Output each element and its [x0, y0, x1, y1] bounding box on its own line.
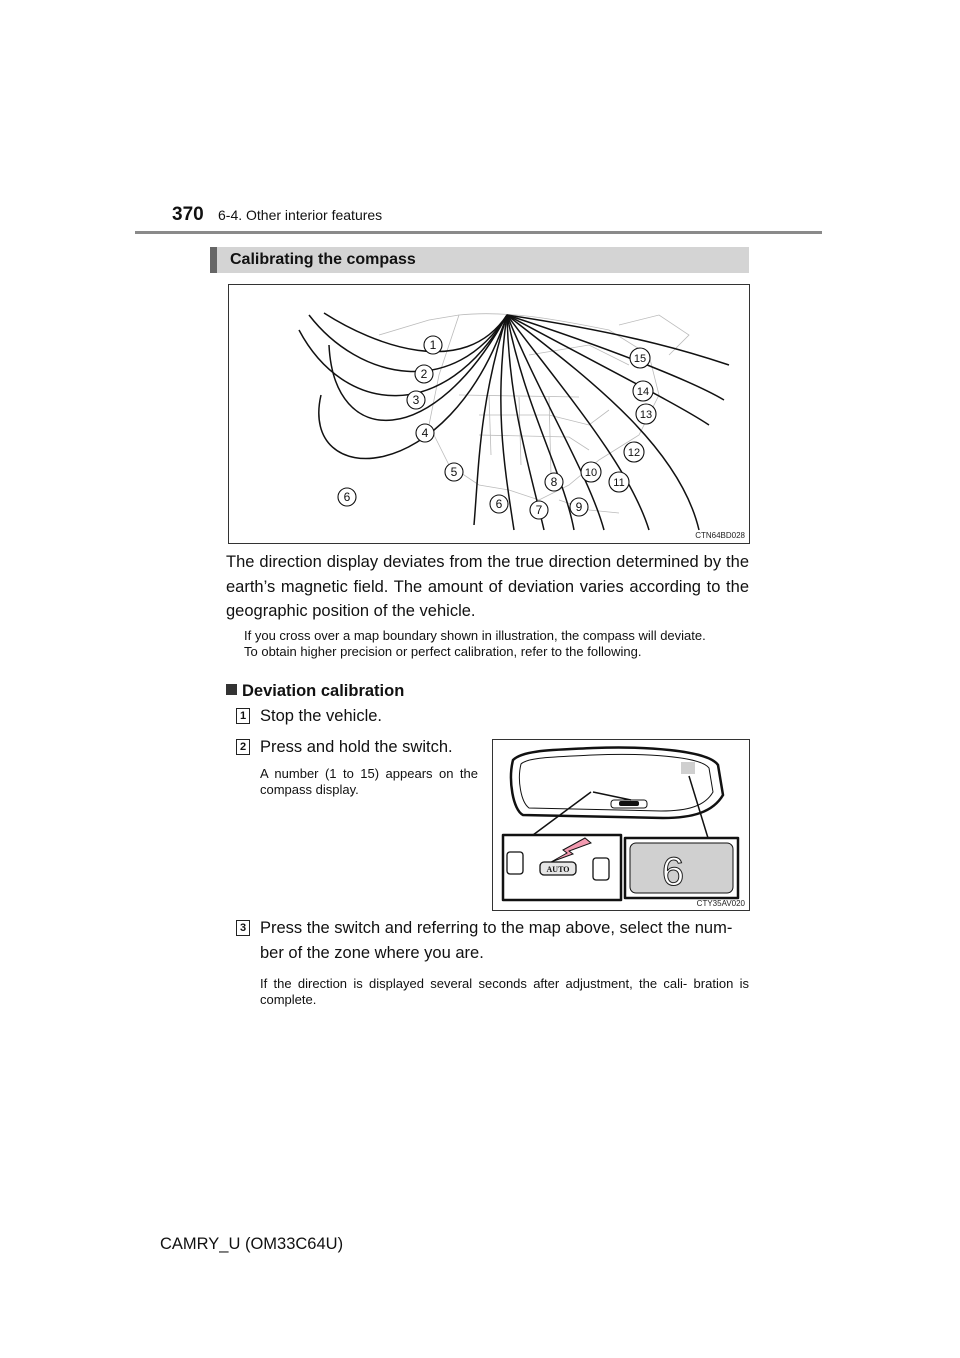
footer-model: CAMRY_U (OM33C64U): [160, 1235, 344, 1253]
svg-text:11: 11: [613, 477, 625, 489]
compass-display-digit: 6: [661, 850, 685, 894]
compass-zone-map-figure: [228, 284, 750, 544]
svg-text:5: 5: [450, 465, 458, 479]
note-line-1: If you cross over a map boundary shown in illustration, the compass will deviate.: [244, 628, 706, 643]
zone-label-3: [407, 391, 425, 409]
zone-label-14: [633, 381, 653, 401]
zone-label-10: [581, 462, 601, 482]
subsection-title: [226, 682, 404, 701]
svg-text:7: 7: [535, 503, 543, 517]
section-title: Calibrating the compass: [230, 251, 416, 268]
svg-text:2: 2: [420, 367, 428, 381]
zone-label-9: [570, 498, 588, 516]
subsection-title-text: Deviation calibration: [242, 682, 405, 700]
zone-label-12: [624, 442, 644, 462]
rearview-mirror-illustration: [493, 740, 749, 910]
figure-code-mirror: CTY35AV020: [696, 899, 745, 908]
step-2-text: Press and hold the switch.: [260, 738, 453, 756]
body-paragraph: The direction display deviates from the true direction determined by the earth’s magnetic field. The amount of deviation varies according to the geographic position of the vehicle.: [226, 553, 749, 620]
mirror-figure: [492, 739, 750, 911]
zone-label-15: [630, 348, 650, 368]
zone-label-1: [424, 336, 442, 354]
zone-label-6-east: [490, 495, 508, 513]
svg-text:1: 1: [429, 338, 437, 352]
svg-text:13: 13: [639, 409, 653, 421]
step-3-note: If the direction is displayed several seconds after adjustment, the cali- bration is complete.: [260, 976, 749, 1007]
square-bullet-icon: [226, 684, 237, 695]
note-line-2: To obtain higher precision or perfect calibration, refer to the following.: [244, 644, 642, 659]
svg-text:15: 15: [633, 353, 647, 365]
zone-boundary-lines: [299, 313, 729, 530]
svg-text:6: 6: [343, 490, 351, 504]
svg-text:3: 3: [412, 393, 420, 407]
zone-label-6-west: [338, 488, 356, 506]
zone-label-4: [416, 424, 434, 442]
zone-label-11: [609, 472, 629, 492]
page-number: 370: [172, 204, 204, 225]
svg-text:6: 6: [495, 497, 503, 511]
svg-text:14: 14: [636, 386, 650, 398]
zone-label-8: [545, 473, 563, 491]
auto-button-label: AUTO: [546, 865, 570, 874]
zone-label-5: [445, 463, 463, 481]
compass-zone-map: [229, 285, 749, 543]
step-1-text: Stop the vehicle.: [260, 707, 382, 725]
svg-text:12: 12: [627, 447, 641, 459]
header-rule: [135, 231, 822, 234]
step-number-2: 2: [236, 739, 250, 755]
chapter-title: 6-4. Other interior features: [218, 207, 383, 223]
figure-code: CTN64BD028: [695, 531, 745, 540]
zone-label-7: [530, 501, 548, 519]
svg-text:10: 10: [584, 467, 598, 479]
step-2-note: A number (1 to 15) appears on the compass display.: [260, 766, 478, 797]
step-number-3: 3: [236, 920, 250, 936]
step-3-text-line-1: Press the switch and referring to the map above, select the num-: [260, 919, 733, 937]
svg-text:8: 8: [550, 475, 558, 489]
section-header: [210, 247, 749, 273]
step-number-1: 1: [236, 708, 250, 724]
zone-label-2: [415, 365, 433, 383]
step-3-text-line-2: ber of the zone where you are.: [260, 944, 484, 962]
svg-text:4: 4: [421, 426, 429, 440]
svg-text:9: 9: [575, 500, 583, 514]
zone-label-13: [636, 404, 656, 424]
note-text: [244, 628, 749, 660]
